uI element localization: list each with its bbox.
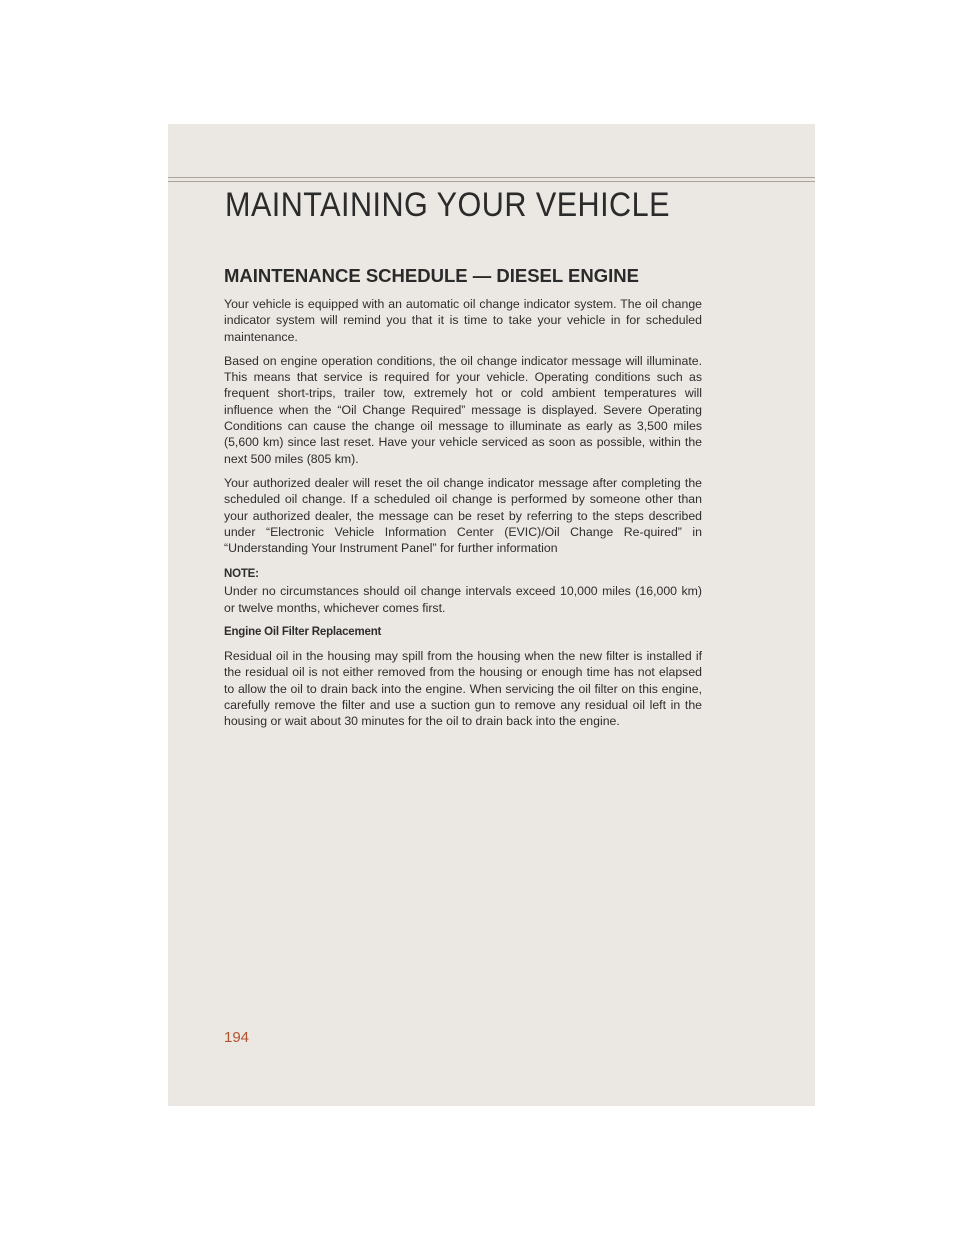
body-paragraph-1: Your vehicle is equipped with an automatic oil change indicator system. The oil change indicator system will remind you that it is time to take your vehicle in for scheduled maintenance. [224, 297, 702, 344]
chapter-title: MAINTAINING YOUR VEHICLE [225, 186, 670, 224]
body-paragraph-3: Your authorized dealer will reset the oil change indicator message after completing the scheduled oil change. If a scheduled oil change is performed by someone other than your authorized dealer, the message can be reset by referring to the steps described under “Electronic Vehicle Information Center (EVIC)/Oil Change Re-quired” in “Understanding Your Instrument Panel” for further information [224, 475, 702, 556]
page-number: 194 [224, 1029, 250, 1046]
note-label: NOTE: [224, 568, 259, 581]
manual-page [168, 124, 815, 1106]
header-rule-top [168, 177, 815, 178]
header-rule-bottom [168, 181, 815, 182]
note-text: Under no circumstances should oil change intervals exceed 10,000 miles (16,000 km) or twelve months, whichever comes first. [224, 584, 702, 615]
page-content [224, 264, 702, 738]
body-paragraph-2: Based on engine operation conditions, the oil change indicator message will illuminate. This means that service is required for your vehicle. Operating conditions such as frequent short-trips, trailer tow, extremely hot or cold ambient temperatures will influence when the “Oil Change Required” message is displayed. Severe Operating Conditions can cause the change oil message to illuminate as early as 3,500 miles (5,600 km) since last reset. Have your vehicle serviced as soon as possible, within the next 500 miles (805 km). [224, 353, 702, 466]
section-heading: MAINTENANCE SCHEDULE — DIESEL ENGINE [224, 265, 639, 286]
subsection-heading: Engine Oil Filter Replacement [224, 626, 382, 639]
subsection-paragraph: Residual oil in the housing may spill from the housing when the new filter is installed if the residual oil is not either removed from the housing or enough time has not elapsed to allow the oil to drain back into the engine. When servicing the oil filter on this engine, carefully remove the filter and use a suction gun to remove any residual oil left in the housing or wait about 30 minutes for the oil to drain back into the engine. [224, 649, 702, 729]
